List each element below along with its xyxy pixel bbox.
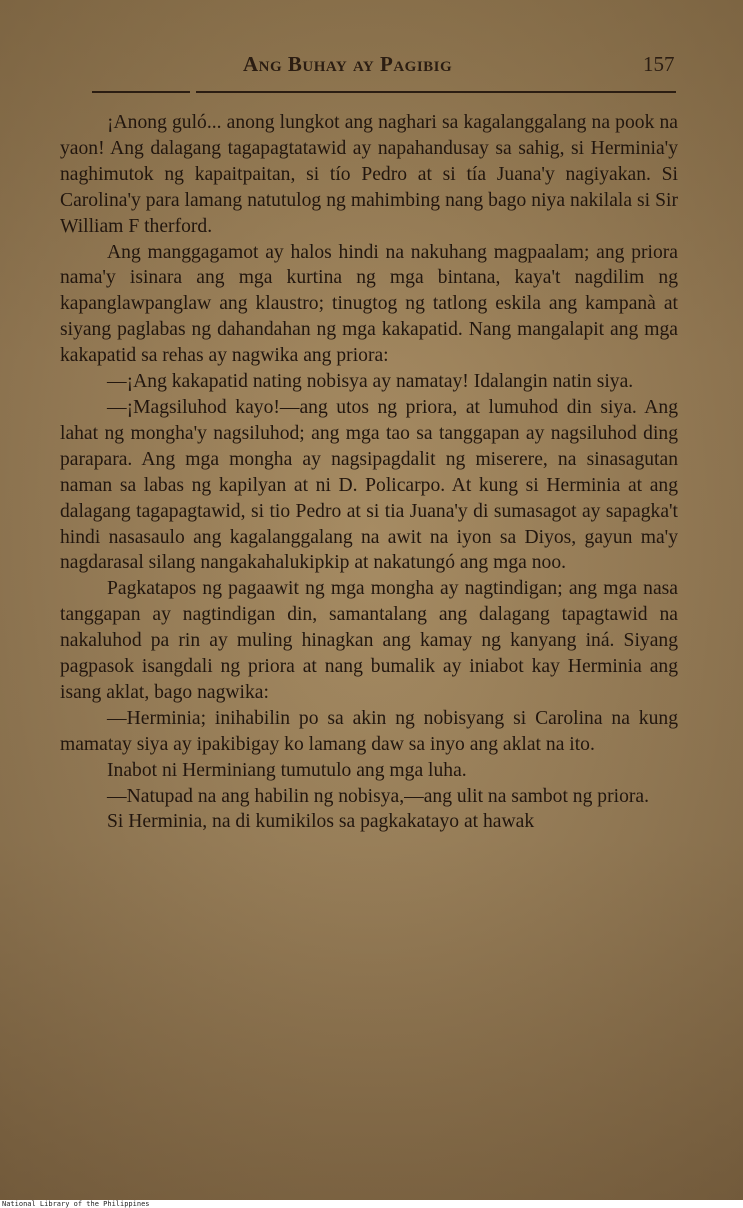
header-rule-left xyxy=(92,91,190,93)
paragraph: Inabot ni Herminiang tumutulo ang mga luha. xyxy=(107,759,467,781)
paragraph: —¡Magsiluhod kayo!—ang utos ng priora, at lumuhod din siya. Ang lahat ng mongha'y nagsiluhod; ang mga tao sa tanggapan ay nagsiluhod ding parapara. Ang mga mongha ay nagsipagdalit ng miserere, na sinasagutan naman sa labas ng kapilyan at ni D. Policarpo. At kung si Herminia at ang dalagang tagapagtawid, si tio Pedro at si tia Juana'y di sumasagot ay sapagka't hindi nasasaulo ang kagalanggalang na awit na iyon sa Diyos, gayun ma'y nagdarasal silang nangakahalukipkip at nakatungó ang mga noo. xyxy=(60,396,678,574)
running-title: Ang Buhay ay Pagibig xyxy=(243,52,453,76)
paragraph: ¡Anong guló... anong lungkot ang naghari sa kagalanggalang na pook na yaon! Ang dalagang tagapagtatawid ay napahandusay sa sahig, si Herminia'y naghimutok ng kapaitpaitan, si tío Pedro at si tía Juana'y nagiyakan. Si Carolina'y para lamang natutulog ng mahimbing nang bago niya nakilala si Sir William F therford. xyxy=(60,112,678,237)
paragraph: Ang manggagamot ay halos hindi na nakuhang magpaalam; ang priora nama'y isinara ang mga kurtina ng mga bintana, kaya't nagdilim ng kapanglawpanglaw ang klaustro; tinugtog ng tatlong eskila ang kampanà at siyang paglabas ng dahandahan ng mga kakapatid. Nang mangalapit ang mga kakapatid sa rehas ay nagwika ang priora: xyxy=(60,241,678,367)
paragraph: Pagkatapos ng pagaawit ng mga mongha ay nagtindigan; ang mga nasa tanggapan ay nagtindigan din, samantalang ang dalagang tapagtawid na nakaluhod pa rin ay muling hinagkan ang kamay ng kanyang iná. Siyang pagpasok isangdali ng priora at nang bumalik ay iniabot kay Herminia ang isang aklat, bago nagwika: xyxy=(60,578,678,703)
paragraph: —¡Ang kakapatid nating nobisya ay namatay! Idalangin natin siya. xyxy=(107,371,634,393)
page-header xyxy=(0,50,743,86)
scan-credit: National Library of the Philippines xyxy=(2,1200,150,1208)
paragraph: Si Herminia, na di kumikilos sa pagkakatayo at hawak xyxy=(107,811,535,833)
body-text xyxy=(60,110,678,835)
header-rule-right xyxy=(196,91,676,93)
paragraph: —Herminia; inihabilin po sa akin ng nobisyang si Carolina na kung mamatay siya ay ipakibigay ko lamang daw sa inyo ang aklat na ito. xyxy=(60,707,678,755)
paragraph: —Natupad na ang habilin ng nobisya,—ang ulit na sambot ng priora. xyxy=(107,785,649,807)
page-number: 157 xyxy=(643,52,675,76)
